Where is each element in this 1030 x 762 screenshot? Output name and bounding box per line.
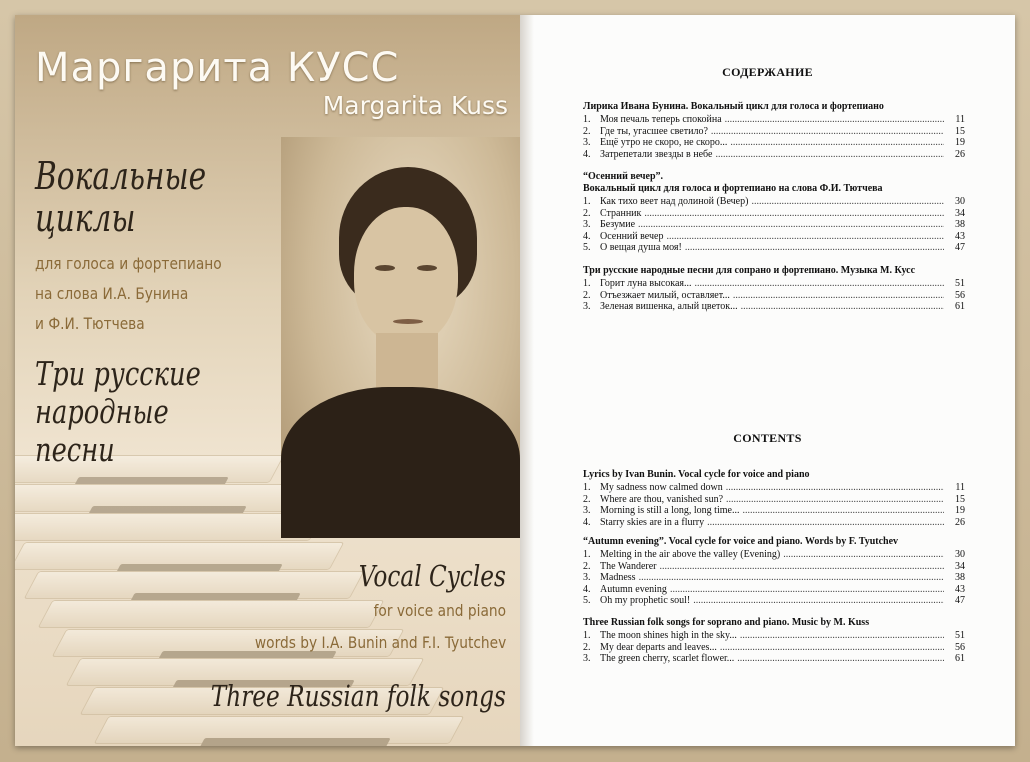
toc-dot-leader [638,219,944,231]
toc-entry-number: 4. [583,516,591,528]
toc-entry-page: 26 [955,148,965,160]
toc-entry [583,505,965,517]
toc-entry-page: 11 [955,482,965,493]
toc-entry-page: 61 [955,301,965,312]
toc-entry-number: 2. [583,493,591,505]
toc-entry [583,126,965,138]
folk-songs-title-en: Three Russian folk songs [210,679,506,713]
toc-entry-page: 34 [955,207,965,219]
toc-dot-leader [725,114,944,126]
toc-entry [583,242,965,254]
toc-entry-title: Горит луна высокая... [600,278,692,289]
composer-portrait-photo [281,137,520,538]
toc-section-ru-1 [583,101,965,160]
toc-entry-page: 38 [955,219,965,230]
toc-section-title: Three Russian folk songs for soprano and piano. Music by M. Kuss [583,617,870,628]
contents-page [520,15,1015,746]
toc-entry-title: Безумие [600,219,636,230]
toc-entry-number: 3. [583,505,591,516]
toc-entry-number: 2. [583,641,591,653]
toc-dot-leader [707,517,944,529]
toc-entry-number: 1. [583,482,591,493]
toc-section-ru-3 [583,265,965,313]
piano-key-decoration [38,600,385,628]
toc-entry-page: 51 [955,630,965,641]
toc-dot-leader [730,137,944,149]
toc-entry-title: Странник [600,207,642,219]
toc-entry-page: 51 [955,278,965,289]
toc-entry-title: The moon shines high in the sky... [600,630,737,641]
toc-entry [583,584,965,596]
contents-heading-en: CONTENTS [733,431,802,445]
toc-entry-number: 1. [583,549,591,560]
toc-entry-title: Как тихо веет над долиной (Вечер) [600,196,749,207]
toc-entry-page: 11 [955,114,965,125]
toc-dot-leader [639,572,944,584]
toc-section-title: “Autumn evening”. Vocal cycle for voice and piano. Words by F. Tyutchev [583,536,899,547]
vocal-cycles-title-ru: Вокальные циклы [35,154,207,240]
toc-entry-page: 43 [955,230,965,242]
toc-section-en-1 [583,469,965,528]
toc-entry-page: 34 [955,560,965,572]
toc-entry-number: 3. [583,219,591,230]
composer-name-ru: Маргарита КУСС [35,45,400,91]
toc-entry-title: О вещая душа моя! [600,242,682,253]
contents-heading-ru: СОДЕРЖАНИЕ [722,65,813,79]
toc-entry-page: 15 [955,493,965,505]
vocal-cycles-subtitle-ru: для голоса и фортепиано на слова И.А. Бунина и Ф.И. Тютчева [35,254,222,333]
toc-entry-page: 43 [955,583,965,595]
toc-entry [583,572,965,584]
toc-dot-leader [715,149,944,161]
toc-dot-leader [644,208,944,220]
toc-entry-title: Отъезжает милый, оставляет... [600,289,730,301]
toc-entry-number: 4. [583,148,591,160]
folk-songs-title-ru: Три русские народные песни [35,354,201,469]
piano-key-decoration [15,513,324,541]
toc-dot-leader [726,482,944,494]
toc-section-title: Лирика Ивана Бунина. Вокальный цикл для голоса и фортепиано [583,101,884,112]
book-cover [15,15,520,746]
toc-entry-title: Моя печаль теперь спокойна [600,114,722,125]
toc-entry-number: 3. [583,653,591,664]
toc-dot-leader [783,549,944,561]
toc-entry [583,149,965,161]
toc-entry-title: Melting in the air above the valley (Evening) [600,549,781,560]
toc-entry [583,549,965,561]
toc-entry-number: 2. [583,207,591,219]
toc-entry-number: 4. [583,230,591,242]
toc-dot-leader [741,301,944,313]
toc-entry [583,137,965,149]
toc-entry-title: Morning is still a long, long time... [600,505,740,516]
toc-entry-page: 19 [955,505,965,516]
toc-entry [583,301,965,313]
toc-entry [583,482,965,494]
toc-entry-title: Где ты, угасшее светило? [600,125,708,137]
toc-entry-page: 30 [955,196,965,207]
toc-entry [583,219,965,231]
toc-entry-number: 2. [583,125,591,137]
toc-entry-title: The green cherry, scarlet flower... [600,653,735,664]
toc-entry-page: 61 [955,653,965,664]
toc-entry-number: 1. [583,630,591,641]
toc-entry-title: Where are thou, vanished sun? [600,493,724,505]
toc-entry [583,595,965,607]
toc-entry-title: The Wanderer [600,560,657,572]
toc-entry-number: 1. [583,278,591,289]
toc-entry-number: 3. [583,572,591,583]
toc-entry-page: 47 [955,242,965,253]
toc-dot-leader [711,126,944,138]
page-spine-shadow [520,15,534,746]
toc-entry-page: 38 [955,572,965,583]
toc-dot-leader [685,242,944,254]
toc-entry-title: Starry skies are in a flurry [600,516,705,528]
toc-dot-leader [751,196,944,208]
toc-entry-number: 3. [583,137,591,148]
toc-section-title: Три русские народные песни для сопрано и фортепиано. Музыка М. Кусс [583,265,916,276]
toc-entry-page: 30 [955,549,965,560]
toc-entry-number: 2. [583,560,591,572]
toc-dot-leader [733,290,944,302]
toc-entry [583,561,965,573]
vocal-cycles-title-en: Vocal Cycles [358,559,506,593]
toc-dot-leader [742,505,944,517]
toc-section-en-2 [583,536,965,607]
book-spread [15,15,1015,746]
toc-entry [583,494,965,506]
toc-dot-leader [670,584,944,596]
toc-entry-page: 26 [955,516,965,528]
toc-entry [583,231,965,243]
toc-entry [583,517,965,529]
toc-entry-number: 5. [583,595,591,606]
toc-dot-leader [659,561,944,573]
vocal-cycles-subtitle-en-2: words by I.A. Bunin and F.I. Tyutchev [254,633,506,652]
toc-entry-page: 15 [955,125,965,137]
toc-entry-page: 56 [955,289,965,301]
toc-entry-number: 3. [583,301,591,312]
toc-dot-leader [740,630,944,642]
toc-section-ru-2 [583,171,965,254]
toc-entry-number: 4. [583,583,591,595]
toc-entry [583,278,965,290]
vocal-cycles-subtitle-en-1: for voice and piano [373,601,506,620]
toc-entry-number: 1. [583,114,591,125]
toc-entry-title: My sadness now calmed down [600,482,723,493]
toc-entry [583,290,965,302]
toc-entry-title: Ещё утро не скоро, не скоро... [600,137,728,148]
toc-entry-title: Зеленая вишенка, алый цветок... [600,301,738,312]
toc-dot-leader [737,653,944,665]
toc-entry-title: Oh my prophetic soul! [600,595,691,606]
toc-dot-leader [666,231,944,243]
toc-dot-leader [726,494,944,506]
toc-entry-title: Autumn evening [600,583,667,595]
toc-entry [583,208,965,220]
composer-name-en: Margarita Kuss [322,91,508,120]
toc-dot-leader [695,278,944,290]
toc-entry-number: 5. [583,242,591,253]
toc-section-title: Lyrics by Ivan Bunin. Vocal cycle for voice and piano [583,469,810,480]
toc-entry [583,653,965,665]
toc-entry-title: Madness [600,572,636,583]
toc-section-en-3 [583,617,965,665]
toc-entry-page: 56 [955,641,965,653]
toc-entry [583,114,965,126]
toc-entry-number: 1. [583,196,591,207]
toc-entry-title: Затрепетали звезды в небе [600,148,713,160]
toc-entry [583,642,965,654]
toc-entry [583,630,965,642]
toc-section-title: “Осенний вечер”. Вокальный цикл для голоса и фортепиано на слова Ф.И. Тютчева [583,171,883,194]
toc-entry-title: My dear departs and leaves... [600,641,717,653]
piano-black-key-decoration [197,738,390,746]
toc-dot-leader [693,595,944,607]
toc-entry [583,196,965,208]
toc-entry-page: 47 [955,595,965,606]
toc-entry-title: Осенний вечер [600,230,664,242]
toc-entry-number: 2. [583,289,591,301]
toc-dot-leader [720,642,944,654]
toc-entry-page: 19 [955,137,965,148]
